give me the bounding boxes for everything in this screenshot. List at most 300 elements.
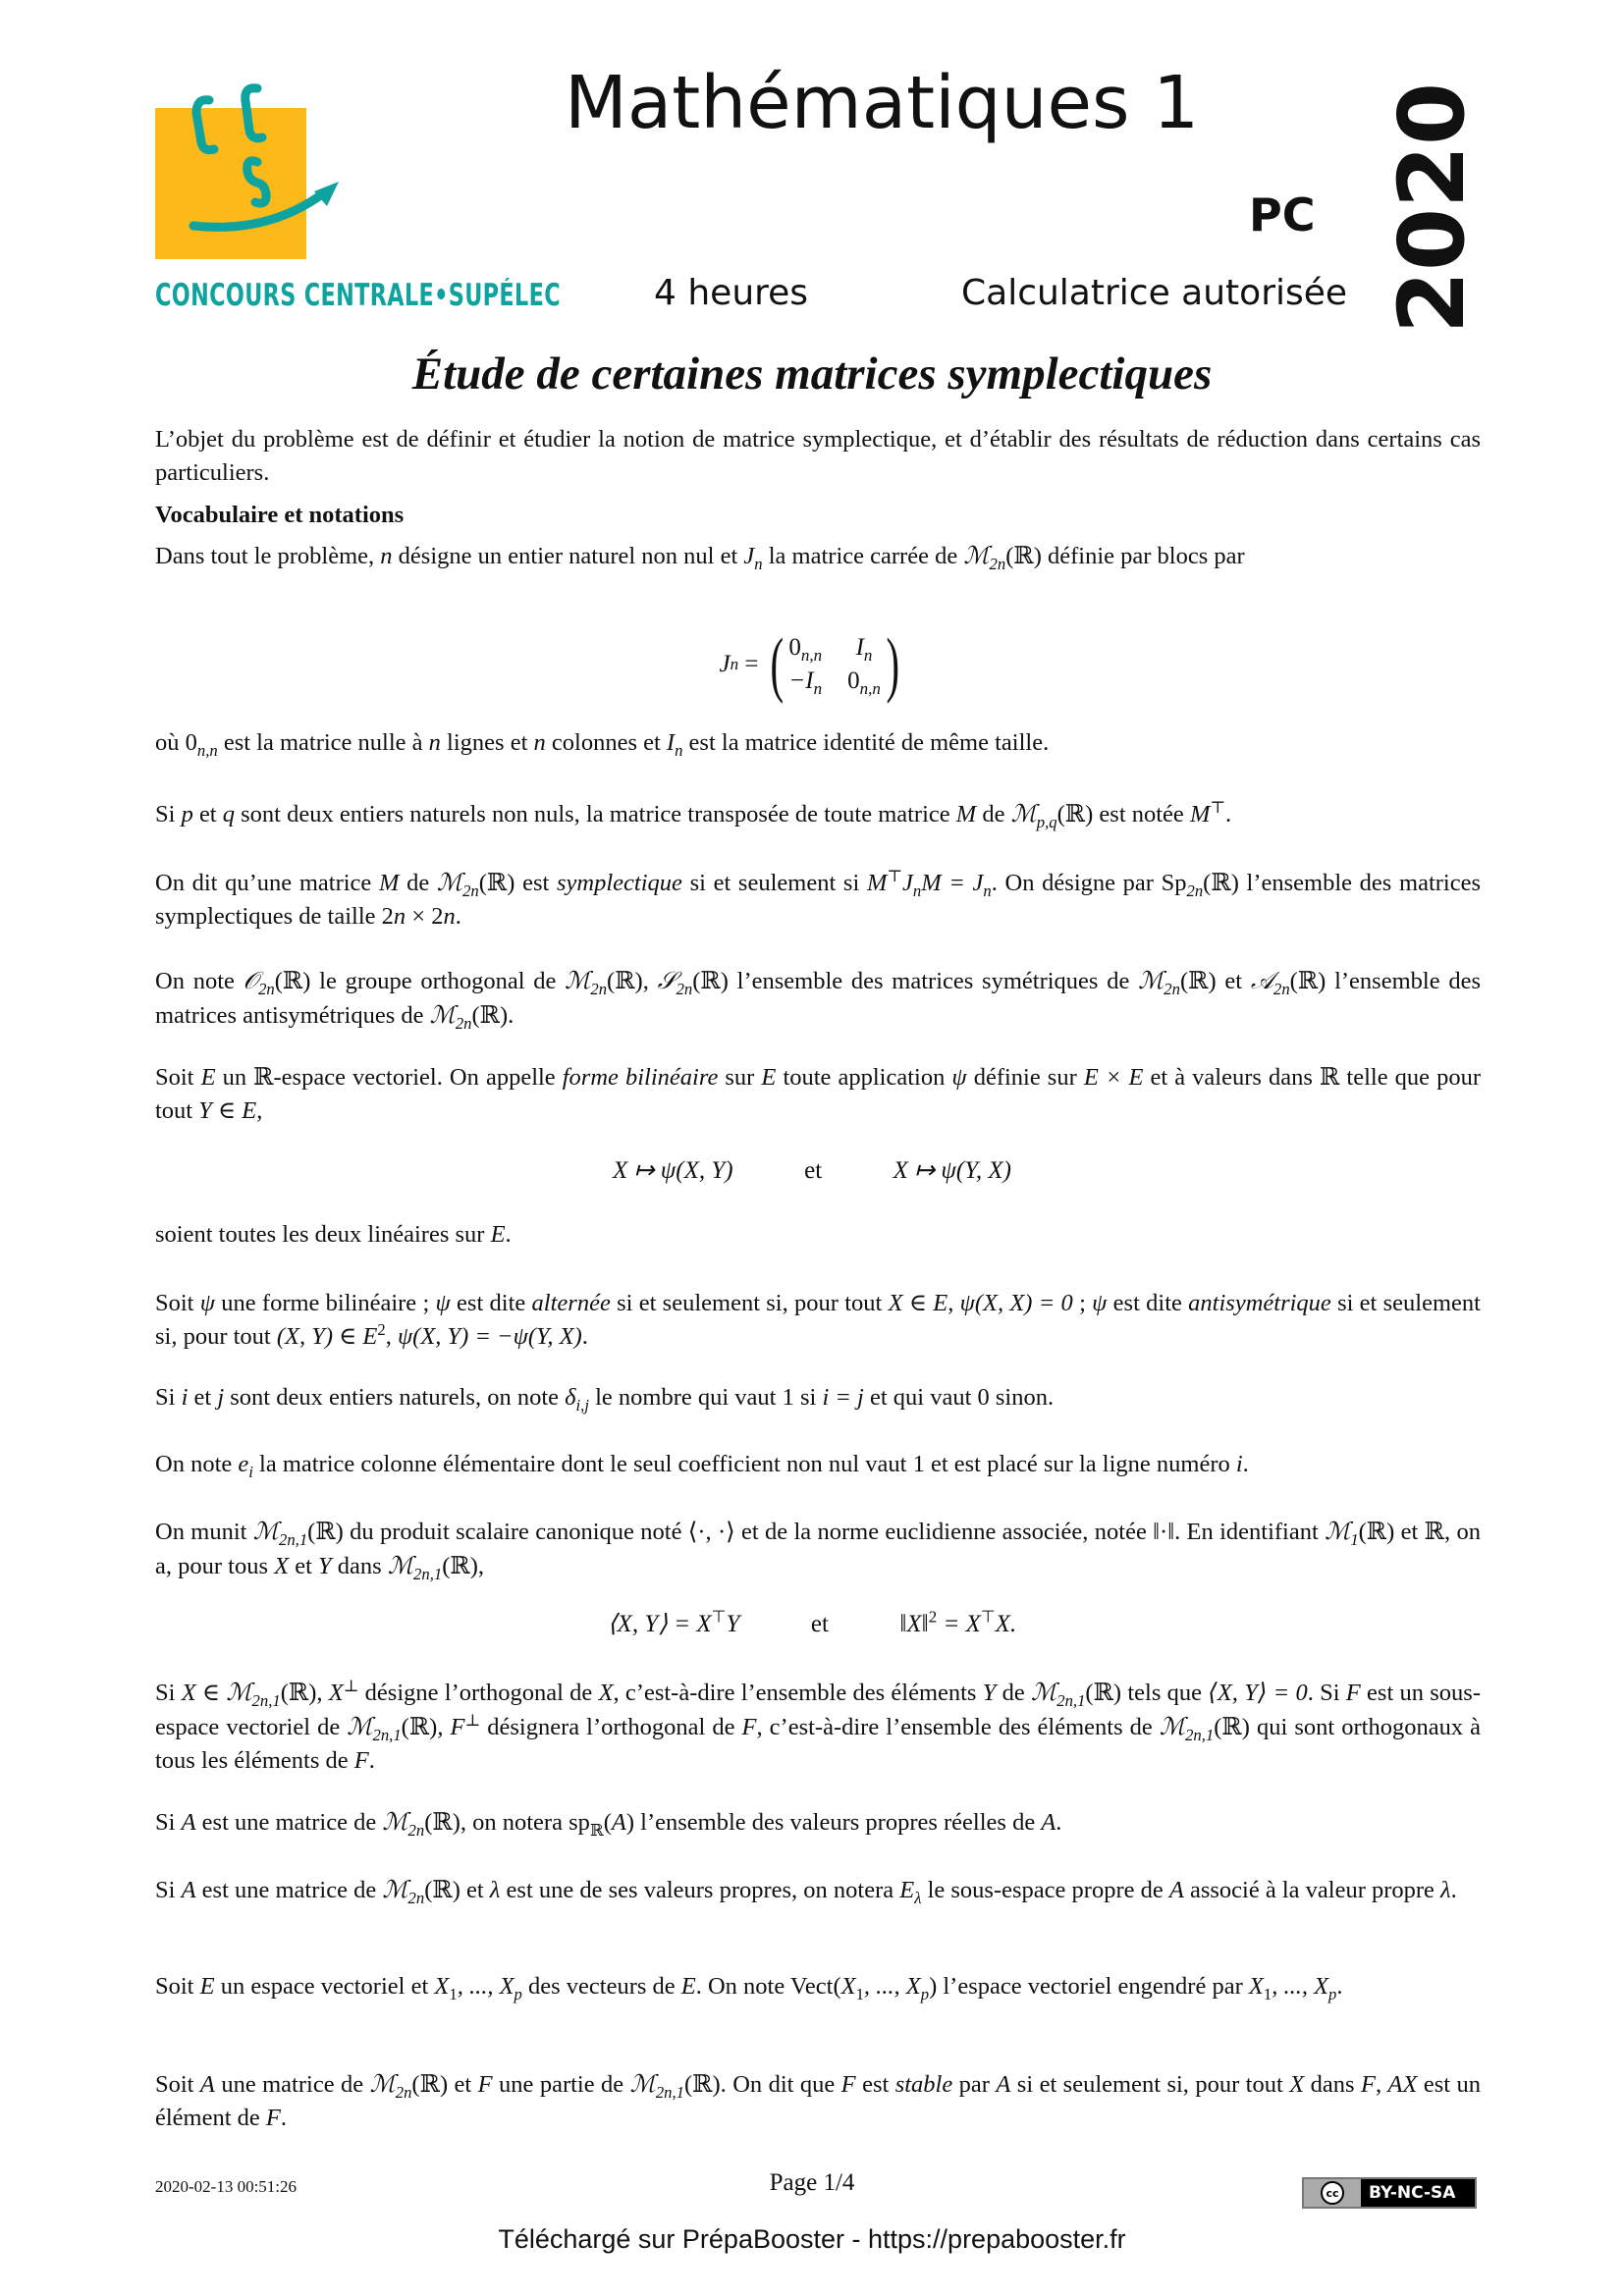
math: ℳ: [436, 868, 463, 896]
download-link[interactable]: Téléchargé sur PrépaBooster - https://prepabooster.fr: [498, 2224, 1126, 2254]
text: une partie de: [492, 2071, 630, 2098]
text: On dit qu’une matrice: [155, 870, 379, 896]
math: 𝒜: [1250, 966, 1273, 994]
math-sub: n,n: [800, 646, 823, 665]
cc-icon: cc: [1321, 2181, 1344, 2205]
math: ℳ: [1159, 1712, 1186, 1740]
paragraph-groups: [155, 964, 1481, 1033]
text: .: [1242, 1451, 1249, 1477]
math: 𝒪: [243, 966, 259, 994]
text: (ℝ),: [607, 968, 658, 994]
math: A: [611, 1809, 626, 1836]
text: Dans tout le problème,: [155, 543, 381, 569]
text: (ℝ). On dit que: [683, 2071, 841, 2098]
text: la matrice colonne élémentaire dont le seul coefficient non nul vaut 1 et est placé sur la ligne numéro: [252, 1451, 1236, 1477]
math: M: [1189, 801, 1211, 828]
text: On munit: [155, 1519, 253, 1545]
paragraph-alternee: [155, 1287, 1481, 1354]
exam-year: 2020: [1380, 81, 1485, 334]
math: p: [181, 801, 193, 828]
text: .: [280, 2105, 288, 2131]
math: E: [761, 1064, 777, 1091]
term: forme bilinéaire: [562, 1064, 719, 1091]
text: colonnes et: [545, 729, 667, 756]
math: λ: [489, 1877, 501, 1903]
math: X: [328, 1680, 344, 1706]
math: ⟨X, Y⟩ = X: [607, 1611, 712, 1637]
text: sur: [718, 1064, 762, 1091]
math: ℳ: [629, 2069, 656, 2098]
math: F: [840, 2071, 856, 2098]
math: A: [199, 2071, 215, 2098]
text: .: [368, 1747, 375, 1774]
math: X: [434, 1973, 450, 2000]
math: J: [743, 543, 755, 569]
term: stable: [894, 2071, 953, 2098]
math: ℳ: [1031, 1678, 1057, 1706]
math: ℳ: [1138, 966, 1164, 994]
text: Soit: [155, 1290, 200, 1316]
math: ψ: [951, 1064, 967, 1091]
text: est une de ses valeurs propres, on notera: [500, 1877, 900, 1903]
math-sub: 2n,1: [251, 1690, 281, 1710]
matrix-equation: [0, 624, 1624, 705]
math-sub: 2n: [258, 979, 275, 998]
text: ) l’ensemble des valeurs propres réelles de: [625, 1809, 1042, 1836]
math: ψ: [1092, 1290, 1108, 1316]
text: si et seulement si: [681, 870, 867, 896]
math: I: [855, 634, 864, 661]
math-sub: n,n: [196, 740, 218, 760]
math: ℳ: [252, 1517, 279, 1545]
math-sub: 1: [1263, 1984, 1272, 2003]
text: .: [505, 1221, 512, 1248]
math: X ↦ ψ(Y, X): [893, 1157, 1011, 1184]
text: et: [289, 1553, 319, 1579]
text: désigne l’orthogonal de: [358, 1680, 599, 1706]
matrix-cell: [847, 667, 881, 698]
matrix-cell: [788, 634, 823, 665]
math: n: [380, 543, 393, 569]
document-title: Étude de certaines matrices symplectiques: [411, 348, 1213, 400]
text: la matrice carrée de: [762, 543, 964, 569]
math: F: [450, 1714, 465, 1740]
text: toute application: [776, 1064, 952, 1091]
math: F: [741, 1714, 757, 1740]
text: (ℝ) l’ensemble des matrices antisymétriques de: [155, 968, 1481, 1029]
text: (ℝ) est: [478, 870, 557, 896]
math-sub: 2n: [1164, 979, 1180, 998]
paragraph-ou: [155, 726, 1481, 760]
math: M: [955, 801, 977, 828]
math-sub: i,j: [575, 1395, 589, 1415]
math: ψ(X, Y) = −ψ(Y, X): [397, 1323, 582, 1350]
text: (ℝ) et ℝ, on a, pour tous: [155, 1519, 1481, 1579]
text: (ℝ) tels que: [1085, 1680, 1209, 1706]
paragraph-vect: [155, 1970, 1481, 2003]
math-sub: p: [514, 1984, 522, 2003]
math: q: [222, 801, 235, 828]
footer-timestamp: 2020-02-13 00:51:26: [155, 2177, 298, 2196]
term: symplectique: [556, 870, 682, 896]
text: .: [1450, 1877, 1457, 1903]
text: désignera l’orthogonal de: [480, 1714, 742, 1740]
paragraph-spectrum: [155, 1805, 1481, 1840]
text: ) l’espace vectoriel engendré par: [929, 1973, 1249, 2000]
math: ψ: [435, 1290, 451, 1316]
math: ℳ: [347, 1712, 373, 1740]
text: .: [1056, 1809, 1062, 1836]
text: où 0: [155, 729, 197, 756]
text: . On note Vect(: [695, 1973, 841, 2000]
text: ,: [385, 1323, 398, 1350]
math-sup: ⊤: [980, 1607, 996, 1627]
math-sub: 2n: [676, 979, 693, 998]
math: A: [1041, 1809, 1056, 1836]
cc-icon-area: [1304, 2179, 1361, 2207]
math: A: [1168, 1877, 1184, 1903]
scalar-product-equation: [0, 1609, 1624, 1638]
math: F: [477, 2071, 493, 2098]
math: ψ: [199, 1290, 215, 1316]
math: , ..., X: [457, 1973, 514, 2000]
math: Y: [726, 1611, 740, 1637]
text: .: [455, 903, 461, 930]
text: × 2: [406, 903, 444, 930]
text: est la matrice nulle à: [217, 729, 429, 756]
matrix-jn: J n = ( $0_{n,n}$ $I_n$ $-I_n$ $0_{n,n}$ ): [719, 624, 899, 705]
math: e: [238, 1451, 249, 1477]
math: −I: [788, 667, 814, 694]
left-paren-icon: (: [770, 624, 784, 705]
text: et qui vaut 0 sinon.: [863, 1384, 1055, 1411]
text: (ℝ) du produit scalaire canonique noté ⟨·, ·⟩ et de la norme euclidienne associée, notée ‖·‖. En identifiant: [307, 1519, 1326, 1545]
text: (ℝ) est notée: [1056, 801, 1190, 828]
math-sup: 2: [928, 1607, 938, 1627]
paragraph-definition-jn: [155, 539, 1481, 573]
math: ⟨X, Y⟩ = 0: [1208, 1680, 1308, 1706]
math-sub: n: [754, 554, 763, 573]
math-sub: n: [675, 740, 683, 760]
math: (X, Y) ∈ E: [276, 1323, 378, 1350]
text: et: [188, 1384, 218, 1411]
paragraph-transpose: [155, 797, 1481, 831]
math: E × E: [1083, 1064, 1144, 1091]
text: . Si: [1307, 1680, 1346, 1706]
exam-title: Mathématiques 1: [565, 61, 1200, 145]
text: si et seulement si, pour tout: [1010, 2071, 1290, 2098]
math-sub: 2n: [407, 1820, 425, 1840]
math-sub: n: [863, 646, 873, 665]
text: .: [1336, 1973, 1343, 2000]
text: (ℝ) et: [411, 2071, 478, 2098]
math-sub: 2n: [455, 1013, 472, 1033]
paragraph-bilinear: [155, 1061, 1481, 1128]
text: est une matrice de: [195, 1877, 383, 1903]
text: , c’est-à-dire l’ensemble des éléments de: [756, 1714, 1160, 1740]
math: E: [200, 1064, 216, 1091]
math-sub: 2n: [1273, 979, 1290, 998]
math: X: [274, 1553, 290, 1579]
text: Soit: [155, 1064, 201, 1091]
math: E: [490, 1221, 506, 1248]
text: (ℝ) qui sont orthogonaux à tous les éléments de: [155, 1714, 1482, 1774]
math: λ: [1440, 1877, 1451, 1903]
intro-text: L’objet du problème est de définir et étudier la notion de matrice symplectique, et d’établir des résultats de réduction dans certains cas particuliers.: [155, 426, 1481, 486]
math: X: [598, 1680, 614, 1706]
math: E: [680, 1973, 696, 2000]
text: et: [804, 1157, 823, 1184]
text: un espace vectoriel et: [214, 1973, 435, 2000]
math: =: [738, 651, 765, 677]
math: X ↦ ψ(X, Y): [613, 1157, 733, 1184]
math: , ..., X: [863, 1973, 921, 2000]
math: M: [866, 870, 888, 896]
text: (ℝ) l’ensemble des matrices symplectiques de taille 2: [155, 870, 1481, 930]
paragraph-ei: [155, 1448, 1481, 1481]
text: et: [810, 1611, 829, 1637]
math: ℳ: [387, 1551, 414, 1579]
text: est dite: [1107, 1290, 1189, 1316]
term: antisymétrique: [1188, 1290, 1331, 1316]
math-sub: 2n: [989, 554, 1006, 573]
math: i: [1235, 1451, 1243, 1477]
math: X: [1248, 1973, 1264, 2000]
math-sub: p,q: [1036, 812, 1057, 831]
math-sub: 2n,1: [279, 1529, 308, 1549]
math-sup: ⊥: [464, 1710, 481, 1730]
math: A: [181, 1877, 196, 1903]
math-sub: 2n,1: [655, 2082, 684, 2102]
text: des vecteurs de: [521, 1973, 681, 2000]
math: ℳ: [429, 1000, 456, 1029]
filiere-label: PC: [1249, 188, 1316, 241]
text: si et seulement si, pour tout: [155, 1290, 1481, 1350]
math-sub: ℝ: [589, 1820, 604, 1840]
math-sub: 2n,1: [1185, 1725, 1215, 1744]
text: Soit: [155, 1973, 200, 2000]
math-sub: n,n: [859, 679, 881, 698]
math-sup: ⊤: [1210, 797, 1226, 817]
text: ;: [1072, 1290, 1093, 1316]
text: (ℝ),: [280, 1680, 329, 1706]
ccs-logo-icon: [147, 59, 363, 275]
text: ,: [256, 1097, 263, 1124]
text: par: [952, 2071, 997, 2098]
text: si et seulement si, pour tout: [610, 1290, 889, 1316]
text: dans: [331, 1553, 388, 1579]
math-sub: 1: [855, 1984, 864, 2003]
text: sont deux entiers naturels non nuls, la matrice transposée de toute matrice: [235, 801, 956, 828]
math: , ..., X: [1272, 1973, 1329, 2000]
text: (ℝ) et: [1179, 968, 1251, 994]
math-sub: 2n: [590, 979, 608, 998]
text: est un sous-espace vectoriel de: [155, 1680, 1482, 1740]
text: (ℝ), on notera sp: [424, 1809, 590, 1836]
math: i = j: [822, 1384, 864, 1411]
math-sub: 2n: [395, 2082, 412, 2102]
text: On note: [155, 1451, 239, 1477]
math: ℳ: [1010, 799, 1037, 828]
section-heading: Vocabulaire et notations: [155, 502, 405, 528]
math: ℳ: [1325, 1517, 1351, 1545]
license-badge[interactable]: [1302, 2177, 1477, 2209]
text: (ℝ),: [401, 1714, 451, 1740]
text: Soit: [155, 2071, 200, 2098]
math: J: [902, 870, 913, 896]
exam-duration: 4 heures: [654, 273, 809, 313]
math-sub: n: [813, 679, 823, 698]
math: j: [217, 1384, 225, 1411]
text: définie sur: [966, 1064, 1084, 1091]
math: 0: [788, 634, 801, 661]
text: (: [603, 1809, 612, 1836]
math: Y ∈ E: [198, 1097, 257, 1124]
text: est dite: [450, 1290, 532, 1316]
text: de: [996, 1680, 1032, 1706]
math: A: [181, 1809, 196, 1836]
text: le sous-espace propre de: [921, 1877, 1169, 1903]
text: On note: [155, 968, 244, 994]
math-sub: λ: [914, 1888, 922, 1907]
paragraph-scalar-product: [155, 1515, 1481, 1583]
math-sub: 1: [449, 1984, 458, 2003]
math-sup: ⊤: [887, 866, 903, 885]
math: E: [199, 1973, 215, 2000]
math: F: [353, 1747, 369, 1774]
matrix-grid: [788, 634, 881, 698]
math-sub: 1: [1350, 1529, 1359, 1549]
text: , c’est-à-dire l’ensemble des éléments: [613, 1680, 983, 1706]
math-sub: 2n,1: [413, 1564, 443, 1583]
text: est la matrice identité de même taille.: [682, 729, 1050, 756]
text: (ℝ) et: [424, 1877, 490, 1903]
text: (ℝ),: [442, 1553, 485, 1579]
math-sub: 2n,1: [372, 1725, 402, 1744]
math: F: [1360, 2071, 1376, 2098]
term: alternée: [531, 1290, 611, 1316]
text: Si: [155, 1809, 182, 1836]
math-sub: 2n,1: [1056, 1690, 1086, 1710]
math: E: [899, 1877, 915, 1903]
right-paren-icon: ): [886, 624, 899, 705]
page-number: Page 1/4: [769, 2169, 855, 2196]
math: X ∈: [181, 1680, 227, 1706]
math-sub: i: [248, 1462, 253, 1481]
math: X: [840, 1973, 856, 2000]
math-sup: ⊥: [343, 1676, 359, 1695]
text: Si: [155, 1680, 182, 1706]
text: est: [855, 2071, 895, 2098]
logo-wordmark: CONCOURS CENTRALE•SUPÉLEC: [155, 278, 561, 313]
text: soient toutes les deux linéaires sur: [155, 1221, 491, 1248]
text: ,: [1375, 2071, 1388, 2098]
math: ℳ: [226, 1678, 252, 1706]
math: F: [1345, 1680, 1361, 1706]
math: X: [1289, 2071, 1305, 2098]
text: associé à la valeur propre: [1183, 1877, 1441, 1903]
math: n: [533, 729, 546, 756]
math: M = J: [921, 870, 984, 896]
math-sub: p: [1328, 1984, 1337, 2003]
math: ‖X‖: [899, 1611, 929, 1637]
math-sub: 2n: [462, 881, 479, 900]
math-sub: n: [983, 881, 992, 900]
matrix-cell: [847, 634, 881, 665]
paragraph-eigenspace: [155, 1873, 1481, 1907]
math-sup: 2: [377, 1319, 386, 1339]
math: n: [393, 903, 406, 930]
text: de: [976, 801, 1011, 828]
paragraph-symplectique: [155, 866, 1481, 934]
math-sub: 2n: [1186, 881, 1204, 900]
text: de: [399, 870, 437, 896]
matrix-cell: [788, 667, 823, 698]
text: . On désigne par Sp: [991, 870, 1187, 896]
license-label: BY-NC-SA: [1369, 2183, 1456, 2203]
text: (ℝ) l’ensemble des matrices symétriques de: [692, 968, 1139, 994]
text: sont deux entiers naturels, on note: [224, 1384, 566, 1411]
text: (ℝ) définie par blocs par: [1005, 543, 1245, 569]
math: X ∈ E, ψ(X, X) = 0: [888, 1290, 1073, 1316]
paragraph-soient: [155, 1218, 1481, 1252]
text: Si: [155, 1384, 182, 1411]
text: un ℝ-espace vectoriel. On appelle: [215, 1064, 563, 1091]
text: Si: [155, 1877, 182, 1903]
math: = X: [937, 1611, 981, 1637]
math: A: [996, 2071, 1011, 2098]
math-sub: 2n: [407, 1888, 425, 1907]
math: Y: [982, 1680, 997, 1706]
math: ℳ: [382, 1875, 408, 1903]
math: δ: [565, 1384, 576, 1411]
math: I: [666, 729, 676, 756]
math: 𝒮: [657, 966, 677, 994]
paragraph-stable: [155, 2067, 1481, 2135]
paragraph-delta: [155, 1381, 1481, 1415]
text: le nombre qui vaut 1 si: [588, 1384, 823, 1411]
text: (ℝ) le groupe orthogonal de: [274, 968, 566, 994]
text: Si: [155, 801, 182, 828]
math: ℳ: [382, 1807, 408, 1836]
text: (ℝ).: [471, 1002, 514, 1029]
text: lignes et: [440, 729, 534, 756]
calculator-notice: Calculatrice autorisée: [961, 273, 1348, 313]
text: est un élément de: [155, 2071, 1482, 2131]
intro-paragraph: [155, 423, 1481, 490]
text: est une matrice de: [195, 1809, 383, 1836]
math: n: [443, 903, 456, 930]
math-sup: ⊤: [711, 1607, 727, 1627]
bilinear-equation: [0, 1155, 1624, 1185]
math: 0: [847, 667, 860, 694]
math: M: [378, 870, 400, 896]
math-sub: p: [920, 1984, 930, 2003]
text: et à valeurs dans ℝ telle que pour tout: [155, 1064, 1481, 1124]
math: J: [719, 651, 731, 677]
math: n: [428, 729, 441, 756]
math: ℳ: [369, 2069, 396, 2098]
math: X.: [995, 1611, 1017, 1637]
text: une matrice de: [214, 2071, 370, 2098]
text: une forme bilinéaire ;: [214, 1290, 436, 1316]
math-sub: n: [912, 881, 922, 900]
math: Y: [318, 1553, 332, 1579]
paragraph-orthogonal: [155, 1676, 1481, 1778]
text: dans: [1304, 2071, 1361, 2098]
math: ℳ: [963, 541, 990, 569]
text: .: [1225, 801, 1232, 828]
